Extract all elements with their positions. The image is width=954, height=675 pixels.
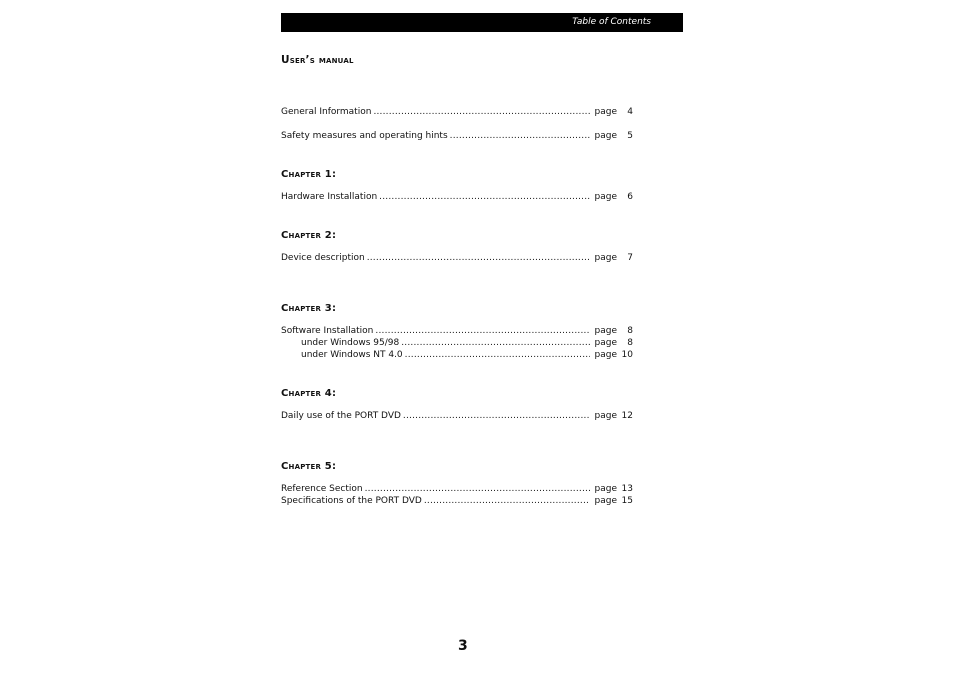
- chapter-2-heading: [281, 230, 336, 241]
- toc-page-number: 6: [627, 192, 633, 202]
- toc-page-word: page: [594, 192, 617, 202]
- chapter-word: Chapter: [281, 303, 322, 314]
- toc-leader-dots: [450, 130, 590, 142]
- toc-leader-dots: [367, 252, 590, 264]
- toc-entry-windows-95-98[interactable]: [301, 337, 633, 349]
- chapter-number: 1:: [324, 169, 337, 180]
- chapter-5-heading: [281, 461, 336, 472]
- toc-page-word: page: [594, 484, 617, 494]
- toc-entry-label: Software Installation: [281, 326, 374, 336]
- chapter-1-heading: [281, 169, 336, 180]
- chapter-word: Chapter: [281, 388, 322, 399]
- toc-page-word: page: [594, 326, 617, 336]
- toc-entry-safety-measures[interactable]: [281, 130, 633, 142]
- toc-page-word: page: [594, 411, 617, 421]
- chapter-number: 4:: [324, 388, 337, 399]
- toc-entry-label: Reference Section: [281, 484, 363, 494]
- toc-entry-label: Hardware Installation: [281, 192, 378, 202]
- toc-leader-dots: [403, 410, 590, 422]
- toc-leader-dots: [424, 495, 590, 507]
- toc-page-word: page: [594, 338, 617, 348]
- toc-entry-label: under Windows NT 4.0: [301, 350, 403, 360]
- page-number: 3: [458, 638, 468, 654]
- toc-page-word: page: [594, 131, 617, 141]
- toc-page-number: 10: [621, 350, 633, 360]
- toc-entry-label: General Information: [281, 107, 372, 117]
- toc-entry-windows-nt[interactable]: [301, 349, 633, 361]
- chapter-number: 2:: [324, 230, 337, 241]
- toc-entry-hardware-installation[interactable]: [281, 191, 633, 203]
- toc-leader-dots: [379, 191, 589, 203]
- toc-leader-dots: [365, 483, 590, 495]
- toc-page-number: 8: [627, 326, 633, 336]
- chapter-number: 5:: [324, 461, 337, 472]
- toc-page-number: 15: [621, 496, 633, 506]
- toc-page-word: page: [594, 107, 617, 117]
- toc-page-number: 4: [627, 107, 633, 117]
- chapter-4-heading: [281, 388, 336, 399]
- toc-entry-daily-use[interactable]: [281, 410, 633, 422]
- toc-leader-dots: [401, 337, 589, 349]
- toc-entry-label: Daily use of the PORT DVD: [281, 411, 401, 421]
- toc-leader-dots: [405, 349, 590, 361]
- toc-entry-device-description[interactable]: [281, 252, 633, 264]
- chapter-word: Chapter: [281, 169, 322, 180]
- toc-page-number: 5: [627, 131, 633, 141]
- toc-entry-label: Safety measures and operating hints: [281, 131, 448, 141]
- chapter-word: Chapter: [281, 461, 322, 472]
- toc-page-word: page: [594, 253, 617, 263]
- toc-entry-reference-section[interactable]: [281, 483, 633, 495]
- toc-entry-label: Specifications of the PORT DVD: [281, 496, 422, 506]
- header-bar: [281, 13, 683, 32]
- toc-entry-label: under Windows 95/98: [301, 338, 400, 348]
- toc-page-number: 8: [627, 338, 633, 348]
- toc-page-number: 12: [621, 411, 633, 421]
- toc-leader-dots: [373, 106, 589, 118]
- header-title: Table of Contents: [572, 17, 651, 27]
- chapter-3-heading: [281, 303, 336, 314]
- toc-page-word: page: [594, 496, 617, 506]
- toc-entry-label: Device description: [281, 253, 365, 263]
- manual-heading: User’s manual: [281, 54, 354, 66]
- toc-page-number: 7: [627, 253, 633, 263]
- toc-entry-specifications[interactable]: [281, 495, 633, 507]
- chapter-number: 3:: [324, 303, 337, 314]
- toc-page-number: 13: [621, 484, 633, 494]
- toc-leader-dots: [375, 325, 589, 337]
- toc-entry-software-installation[interactable]: [281, 325, 633, 337]
- toc-page-word: page: [594, 350, 617, 360]
- chapter-word: Chapter: [281, 230, 322, 241]
- toc-entry-general-information[interactable]: [281, 106, 633, 118]
